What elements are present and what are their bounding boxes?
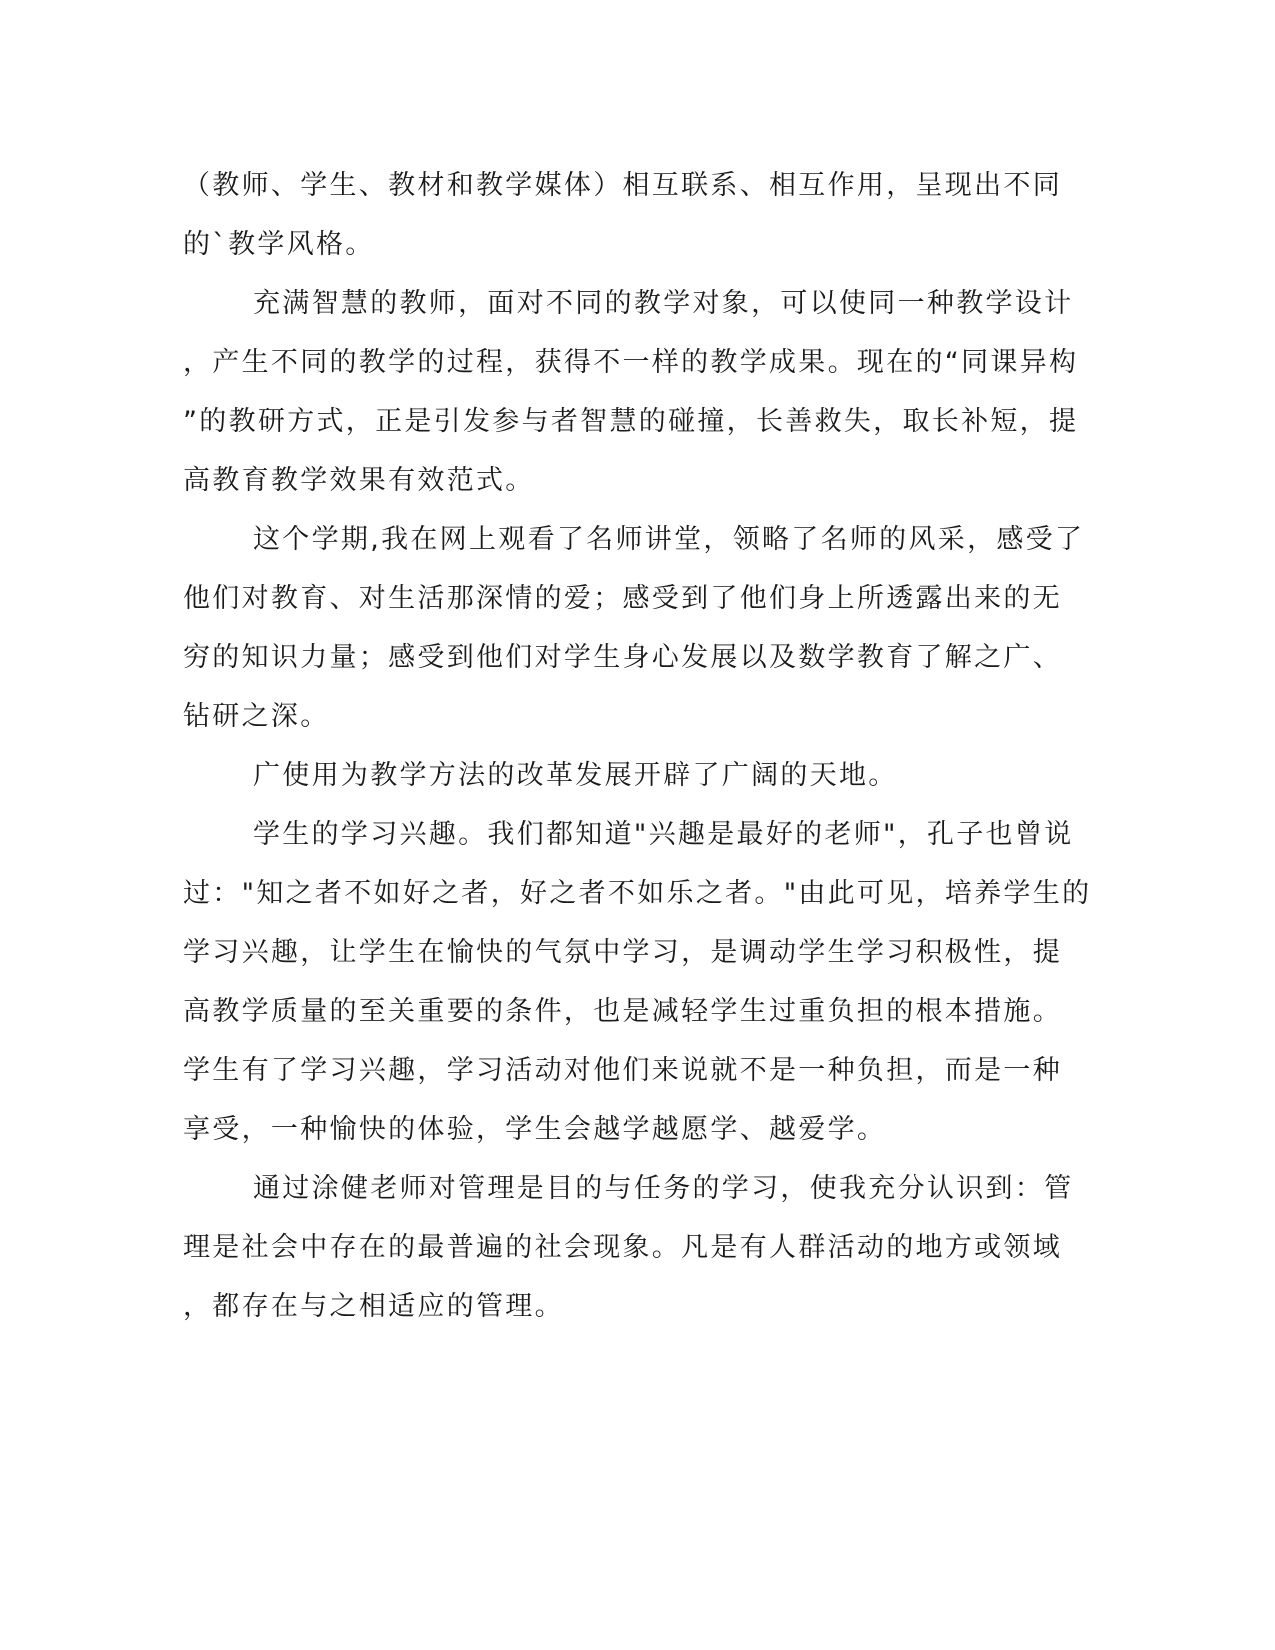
text-line: 的`教学风格。 (183, 229, 375, 260)
text-line: 享受，一种愉快的体验，学生会越学越愿学、越爱学。 (183, 1114, 887, 1145)
paragraph-2 (183, 274, 1079, 510)
text-line: 这个学期,我在网上观看了名师讲堂，领略了名师的风采，感受了 (253, 524, 1085, 555)
paragraph-3 (183, 510, 1085, 746)
text-line: 充满智慧的教师，面对不同的教学对象，可以使同一种教学设计 (253, 288, 1074, 319)
text-line: 他们对教育、对生活那深情的爱；感受到了他们身上所透露出来的无 (183, 583, 1062, 614)
text-line: （教师、学生、教材和教学媒体）相互联系、相互作用，呈现出不同 (183, 170, 1062, 201)
paragraph-4 (183, 746, 1043, 805)
text-line: ，都存在与之相适应的管理。 (183, 1291, 564, 1322)
text-line: 理是社会中存在的最普遍的社会现象。凡是有人群活动的地方或领域 (183, 1232, 1062, 1263)
text-line: 学习兴趣，让学生在愉快的气氛中学习，是调动学生学习积极性，提 (183, 937, 1062, 968)
text-line: 过："知之者不如好之者，好之者不如乐之者。"由此可见，培养学生的 (183, 878, 1092, 909)
text-line: 钻研之深。 (183, 701, 330, 732)
text-line: 穷的知识力量；感受到他们对学生身心发展以及数学教育了解之广、 (183, 642, 1062, 673)
text-line: ，产生不同的教学的过程，获得不一样的教学成果。现在的“同课异构 (183, 347, 1079, 378)
text-line: 高教学质量的至关重要的条件，也是减轻学生过重负担的根本措施。 (183, 996, 1062, 1027)
paragraph-1 (183, 156, 1062, 274)
text-line: ”的教研方式，正是引发参与者智慧的碰撞，长善救失，取长补短，提 (183, 406, 1079, 437)
text-line: 学生的学习兴趣。我们都知道"兴趣是最好的老师"，孔子也曾说 (253, 819, 1074, 850)
paragraph-5 (183, 805, 1092, 1159)
text-line: 学生有了学习兴趣，学习活动对他们来说就不是一种负担，而是一种 (183, 1055, 1062, 1086)
document-body (183, 156, 1092, 1336)
text-line: 广使用为教学方法的改革发展开辟了广阔的天地。 (253, 760, 898, 791)
paragraph-6 (183, 1159, 1074, 1336)
text-line: 通过涂健老师对管理是目的与任务的学习，使我充分认识到：管 (253, 1173, 1074, 1204)
text-line: 高教育教学效果有效范式。 (183, 465, 535, 496)
